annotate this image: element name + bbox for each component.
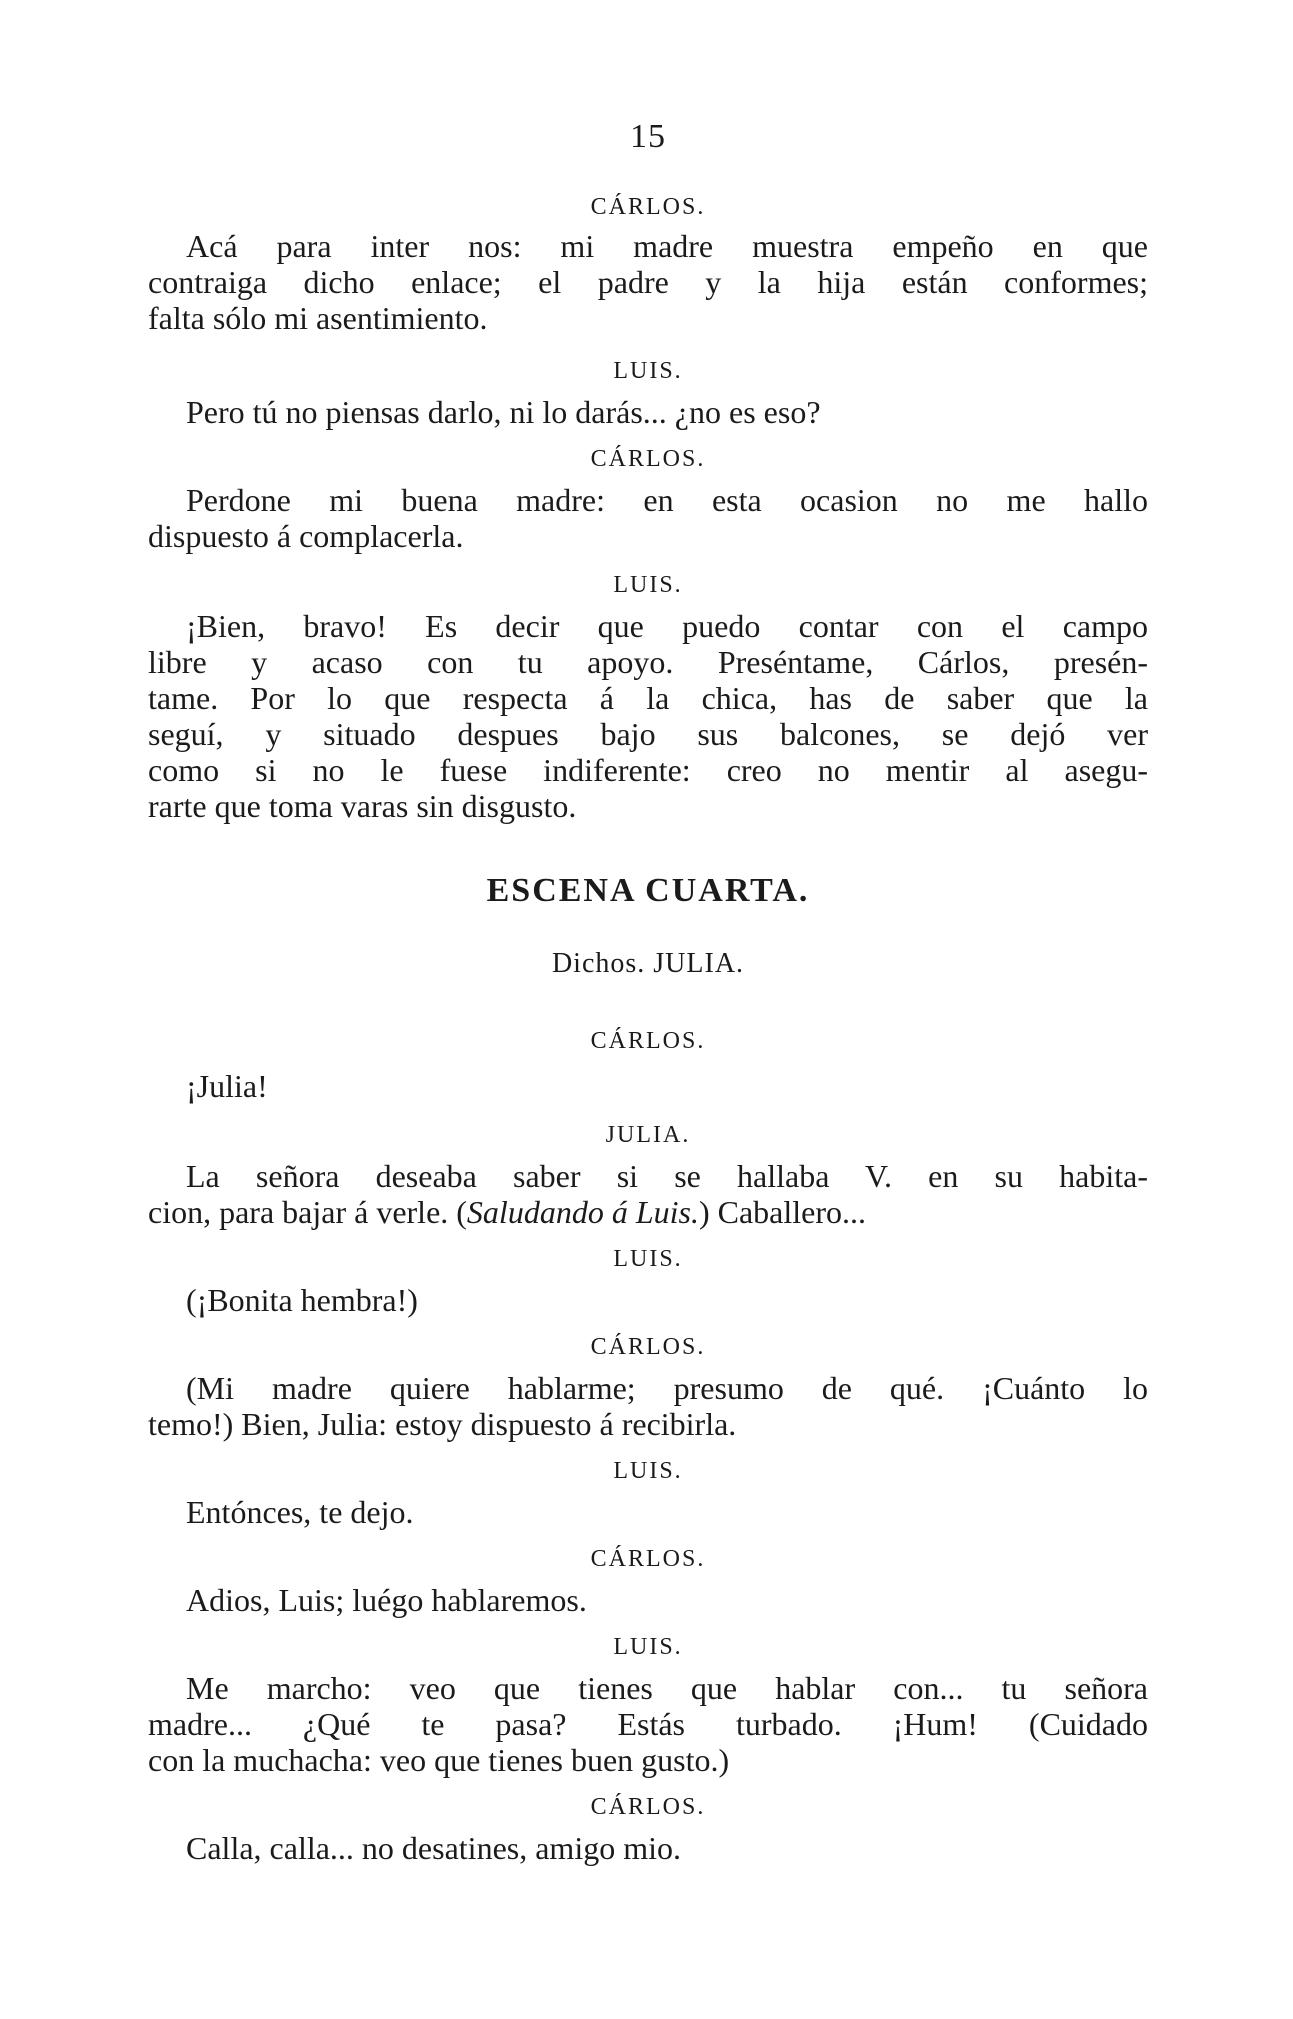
dialogue-paragraph [148,482,1148,554]
text-line: temo!) Bien, Julia: estoy dispuesto á recibirla. [148,1406,737,1442]
text-line: ¡Julia! [186,1068,268,1104]
text-line: (Mi madre quiere hablarme; presumo de qué. ¡Cuánto lo [186,1370,1148,1406]
text-line: Adios, Luis; luégo hablaremos. [186,1582,587,1618]
stage-direction: Saludando á Luis. [466,1194,699,1230]
speaker-label: LUIS. [613,1634,683,1660]
speaker-label: CÁRLOS. [590,1028,706,1054]
text-line: falta sólo mi asentimiento. [148,300,488,336]
dialogue-paragraph [148,1370,1148,1442]
text-line: tame. Por lo que respecta á la chica, has de saber que la [148,680,1148,716]
dialogue-paragraph [148,1582,1148,1618]
text-line: seguí, y situado despues bajo sus balcones, se dejó ver [148,716,1148,752]
text-line: La señora deseaba saber si se hallaba V. en su habita- [186,1158,1148,1194]
speaker-label: JULIA. [605,1122,691,1148]
dialogue-paragraph [148,1068,1148,1104]
text-line [148,1194,1148,1230]
text-line: contraiga dicho enlace; el padre y la hija están conformes; [148,264,1148,300]
text-line: madre... ¿Qué te pasa? Estás turbado. ¡Hum! (Cuidado [148,1706,1148,1742]
text-line: Perdone mi buena madre: en esta ocasion no me hallo [186,482,1148,518]
speaker-label: LUIS. [613,1458,683,1484]
text-line: dispuesto á complacerla. [148,518,464,554]
scene-title: ESCENA CUARTA. [486,872,810,909]
dialogue-paragraph [148,1158,1148,1230]
speaker-label: CÁRLOS. [590,194,706,220]
text-line: como si no le fuese indiferente: creo no mentir al asegu- [148,752,1148,788]
text-line: Me marcho: veo que tienes que hablar con... tu señora [186,1670,1148,1706]
text-line: con la muchacha: veo que tienes buen gusto.) [148,1742,730,1778]
speaker-label: CÁRLOS. [590,1546,706,1572]
text-segment: cion, para bajar á verle. ( [148,1194,467,1230]
dialogue-paragraph [148,608,1148,824]
text-line: Calla, calla... no desatines, amigo mio. [186,1830,681,1866]
book-page [148,0,1148,2019]
text-segment: ) Caballero... [698,1194,866,1230]
dialogue-paragraph [148,1670,1148,1778]
dialogue-paragraph [148,1830,1148,1866]
text-line: Pero tú no piensas darlo, ni lo darás... ¿no es eso? [186,394,821,430]
speaker-label: CÁRLOS. [590,446,706,472]
dialogue-paragraph [148,394,1148,430]
speaker-label: LUIS. [613,572,683,598]
text-line: Entónces, te dejo. [186,1494,414,1530]
speaker-label: CÁRLOS. [590,1794,706,1820]
text-line: ¡Bien, bravo! Es decir que puedo contar con el campo [186,608,1148,644]
speaker-label: LUIS. [613,1246,683,1272]
text-line: libre y acaso con tu apoyo. Preséntame, Cárlos, presén- [148,644,1148,680]
speaker-label: CÁRLOS. [590,1334,706,1360]
dialogue-paragraph [148,228,1148,336]
text-line: (¡Bonita hembra!) [186,1282,418,1318]
text-line: rarte que toma varas sin disgusto. [148,788,577,824]
speaker-label: LUIS. [613,358,683,384]
text-line: Acá para inter nos: mi madre muestra empeño en que [186,228,1148,264]
dialogue-paragraph [148,1282,1148,1318]
page-number: 15 [630,118,666,155]
dialogue-paragraph [148,1494,1148,1530]
scene-characters: Dichos. JULIA. [551,948,745,979]
